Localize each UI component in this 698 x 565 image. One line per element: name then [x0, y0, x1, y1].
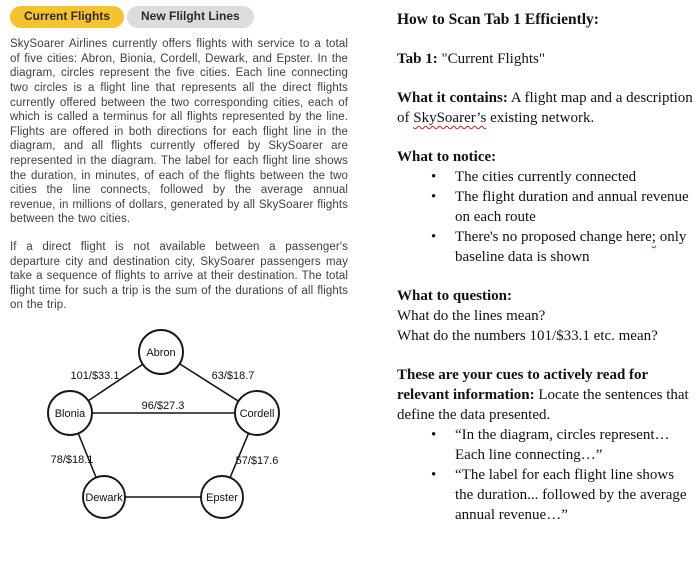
node-label-blonia: Blonia	[54, 407, 86, 420]
question-numbers-meaning: What do the numbers 101/$33.1 etc. mean?	[397, 328, 658, 344]
guide-question-label: What to question:	[397, 288, 513, 304]
guide-cues-label: These are your cues to actively read for relevant information:	[397, 367, 648, 403]
guide-cues-list	[431, 425, 693, 525]
guide-contains-tail: existing network.	[486, 110, 595, 126]
question-lines-meaning: What do the lines mean?	[397, 308, 546, 324]
node-label-cordell: Cordell	[239, 407, 275, 420]
connections-description-paragraph: If a direct flight is not available between a passenger's departure city and destination city, SkySoarer passengers may take a sequence of flights to arrive at their destination. The total flight time for such a trip is the sum of the durations of all flights on the trip.	[10, 240, 348, 312]
edge-label-blonia-dewark: 78/$18.1	[50, 453, 94, 466]
guide-panel	[397, 10, 693, 544]
tab-bar	[10, 6, 348, 28]
edge-label-blonia-cordell: 96/$27.3	[141, 399, 185, 412]
node-label-dewark: Dewark	[85, 491, 123, 504]
guide-contains-label: What it contains:	[397, 90, 508, 106]
flight-network-diagram	[36, 326, 348, 531]
edge-label-cordell-epster: 57/$17.6	[235, 454, 279, 467]
notice-item-cities: • The cities currently connected	[431, 167, 693, 187]
guide-title: How to Scan Tab 1 Efficiently:	[397, 11, 599, 28]
guide-cues-intro	[397, 365, 693, 425]
notice-item-baseline	[431, 227, 693, 267]
guide-notice-list	[431, 167, 693, 267]
guide-tab1-line	[397, 49, 693, 69]
guide-tab1-value: "Current Flights"	[441, 51, 545, 67]
cue-item-circles-represent: • “In the diagram, circles represent… Each line connecting…”	[431, 425, 693, 465]
notice-item-baseline-text: There's no proposed change here	[455, 229, 652, 245]
guide-tab1-label: Tab 1:	[397, 51, 438, 67]
edge-label-abron-blonia: 101/$33.1	[70, 369, 120, 382]
guide-cues-text: Locate the sentences that define the data presented.	[397, 387, 689, 423]
guide-question-section	[397, 286, 693, 346]
guide-notice-label: What to notice:	[397, 149, 497, 165]
node-label-epster: Epster	[206, 491, 238, 504]
cue-item-label-shows: • “The label for each flight line shows the duration... followed by the average annual revenue…”	[431, 465, 693, 525]
grammar-flagged-semicolon: ;	[651, 229, 656, 245]
notice-item-duration-revenue: • The flight duration and annual revenue on each route	[431, 187, 693, 227]
notice-item-baseline-rest: only baseline data is shown	[455, 229, 687, 265]
network-description-paragraph: SkySoarer Airlines currently offers flights with service to a total of five cities: Abron, Bionia, Cordell, Dewark, and Epster. In the diagram, circles represent the five cities. Each line connecting two circles is a flight line that represents all the direct flights currently offered between the two corresponding cities, each of which is called a terminus for all flights represented by the line. Flights are offered in both directions for each flight line in the diagram, and all flights currently offered by SkySoarer are represented in the diagram. The label for each flight line shows the duration, in minutes, of each of the flights between the two cities the line connects, followed by the average annual revenue, in millions of dollars, generated by all SkySoarer flights between the two cities.	[10, 38, 348, 226]
tab-new-flight-lines[interactable]: New Flilght Lines	[127, 6, 254, 28]
guide-contains-text: A flight map and a description of	[397, 90, 693, 126]
flights-panel	[10, 6, 348, 531]
edge-label-abron-cordell: 63/$18.7	[211, 369, 255, 382]
guide-notice-section	[397, 147, 693, 267]
guide-cues-section	[397, 365, 693, 525]
flight-network-svg	[36, 326, 328, 526]
spellcheck-flagged-word: SkySoarer’s	[413, 110, 487, 126]
guide-contains-line	[397, 88, 693, 128]
tab-current-flights[interactable]: Current Flights	[10, 6, 124, 28]
node-label-abron: Abron	[146, 346, 176, 359]
